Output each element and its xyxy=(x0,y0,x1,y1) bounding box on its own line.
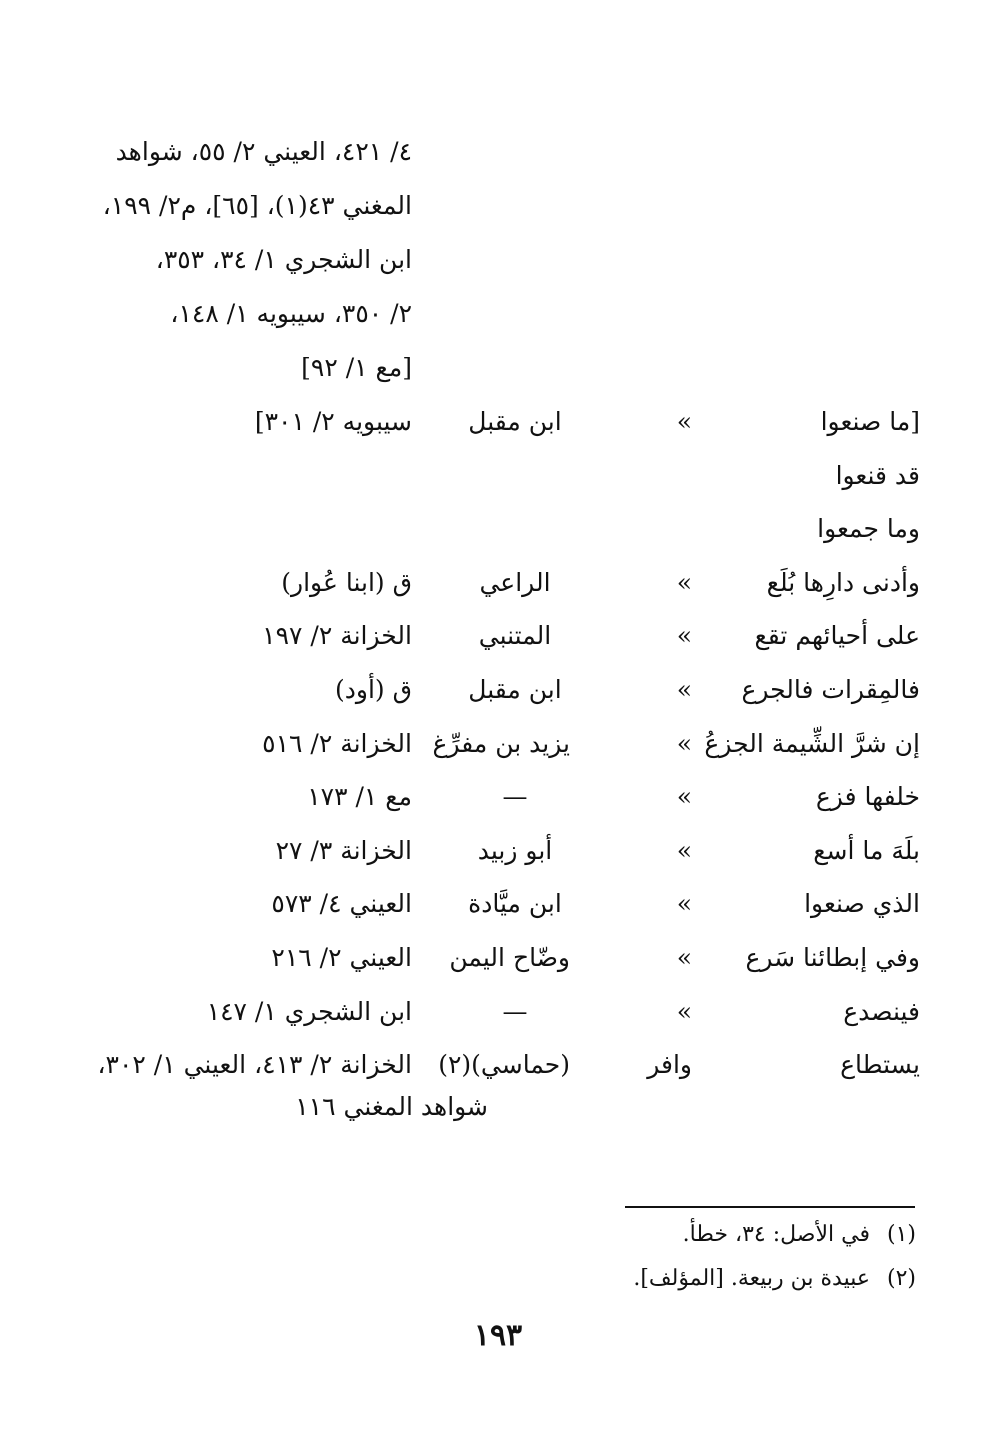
table-row xyxy=(60,1043,920,1097)
rhyme-cell: قد قنعوا xyxy=(835,460,920,490)
rhyme-cell: [ما صنعوا xyxy=(820,407,920,436)
rhyme-cell: على أحيائهم تقع xyxy=(754,621,920,651)
meter-cell: » xyxy=(676,996,692,1026)
poet-cell: أبو زبيد xyxy=(477,835,553,865)
source-cell: الخزانة ٢/ ٤١٣، العيني ١/ ٣٠٢، xyxy=(97,1050,412,1080)
footnote-text: عبيدة بن ربيعة. [المؤلف]. xyxy=(633,1266,870,1291)
table-row xyxy=(60,561,920,615)
source-cell: سيبويه ٢/ ٣٠١] xyxy=(254,407,412,436)
footnote-divider xyxy=(625,1206,915,1208)
meter-cell: » xyxy=(676,407,692,436)
table-row xyxy=(60,882,920,936)
table-row xyxy=(60,722,920,776)
poet-cell: يزيد بن مفرِّغ xyxy=(432,728,570,758)
continuation-line: ٤/ ٤٢١، العيني ٢/ ٥٥، شواهد xyxy=(115,137,412,166)
rhyme-cell: الذي صنعوا xyxy=(804,889,920,919)
source-cell: مع ١/ ١٧٣ xyxy=(307,782,412,812)
meter-cell: » xyxy=(676,674,692,704)
table-row xyxy=(60,829,920,883)
continuation-line: ابن الشجري ١/ ٣٤، ٣٥٣، xyxy=(155,245,412,274)
table-row xyxy=(60,775,920,829)
table-row xyxy=(60,507,920,561)
rhyme-cell: بلَهَ ما أسع xyxy=(813,835,920,865)
source-continuation-block xyxy=(60,125,412,395)
poet-cell: الراعي xyxy=(479,567,551,597)
meter-cell: » xyxy=(676,728,692,758)
page-number: ١٩٣ xyxy=(473,1318,523,1353)
poet-cell: ابن مقبل xyxy=(468,674,562,704)
rhyme-cell: فالمِقرات فالجرع xyxy=(741,674,920,704)
continuation-line: المغني ٤٣(١)، [٦٥]، م٢/ ١٩٩، xyxy=(102,191,412,220)
meter-cell: » xyxy=(676,942,692,972)
continuation-line: ٢/ ٣٥٠، سيبويه ١/ ١٤٨، xyxy=(170,299,412,328)
rhyme-cell: وما جمعوا xyxy=(817,514,920,544)
meter-cell: وافر xyxy=(647,1050,692,1080)
rhyme-cell: فينصدع xyxy=(843,996,920,1026)
poet-cell: ابن مقبل xyxy=(468,407,562,436)
footnote xyxy=(633,1266,916,1291)
poet-cell: — xyxy=(502,782,528,812)
meter-cell: » xyxy=(676,835,692,865)
rhyme-cell: إن شرَّ الشِّيمة الجزعُ xyxy=(704,728,920,758)
poet-cell: المتنبي xyxy=(478,621,552,651)
source-cell: ق (أود) xyxy=(334,674,412,704)
table-row xyxy=(60,454,920,508)
source-cell: الخزانة ٢/ ٥١٦ xyxy=(262,728,412,758)
poet-cell: — xyxy=(502,996,528,1026)
table-row xyxy=(60,936,920,990)
rhyme-cell: وفي إبطائنا سَرع xyxy=(745,942,920,972)
source-cell: العيني ٢/ ٢١٦ xyxy=(271,942,412,972)
footnote-number: (١) xyxy=(886,1222,916,1247)
verse-index-table xyxy=(60,400,920,1097)
poet-cell: ابن ميَّادة xyxy=(468,889,562,919)
footnote xyxy=(683,1222,916,1247)
poet-cell: وضّاح اليمن xyxy=(449,942,570,972)
meter-cell: » xyxy=(676,567,692,597)
meter-cell: » xyxy=(676,621,692,651)
source-cell: الخزانة ٣/ ٢٧ xyxy=(275,835,412,865)
footnote-number: (٢) xyxy=(886,1266,916,1291)
poet-cell: (حماسي)(٢) xyxy=(438,1050,570,1080)
meter-cell: » xyxy=(676,782,692,812)
table-row xyxy=(60,400,920,454)
source-cell: ق (ابنا عُوار) xyxy=(281,567,412,597)
table-row xyxy=(60,614,920,668)
table-row xyxy=(60,668,920,722)
source-cell: الخزانة ٢/ ١٩٧ xyxy=(262,621,412,651)
meter-cell: » xyxy=(676,889,692,919)
source-continuation-line: شواهد المغني ١١٦ xyxy=(295,1092,488,1121)
rhyme-cell: يستطاع xyxy=(840,1050,920,1080)
rhyme-cell: خلفها فزع xyxy=(815,782,920,812)
rhyme-cell: وأدنى دارِها بُلَع xyxy=(766,567,920,597)
source-cell: ابن الشجري ١/ ١٤٧ xyxy=(206,996,412,1026)
footnote-text: في الأصل: ٣٤، خطأ. xyxy=(682,1222,870,1247)
table-row xyxy=(60,990,920,1044)
source-cell: العيني ٤/ ٥٧٣ xyxy=(271,889,412,919)
continuation-line: [مع ١/ ٩٢] xyxy=(301,353,412,382)
